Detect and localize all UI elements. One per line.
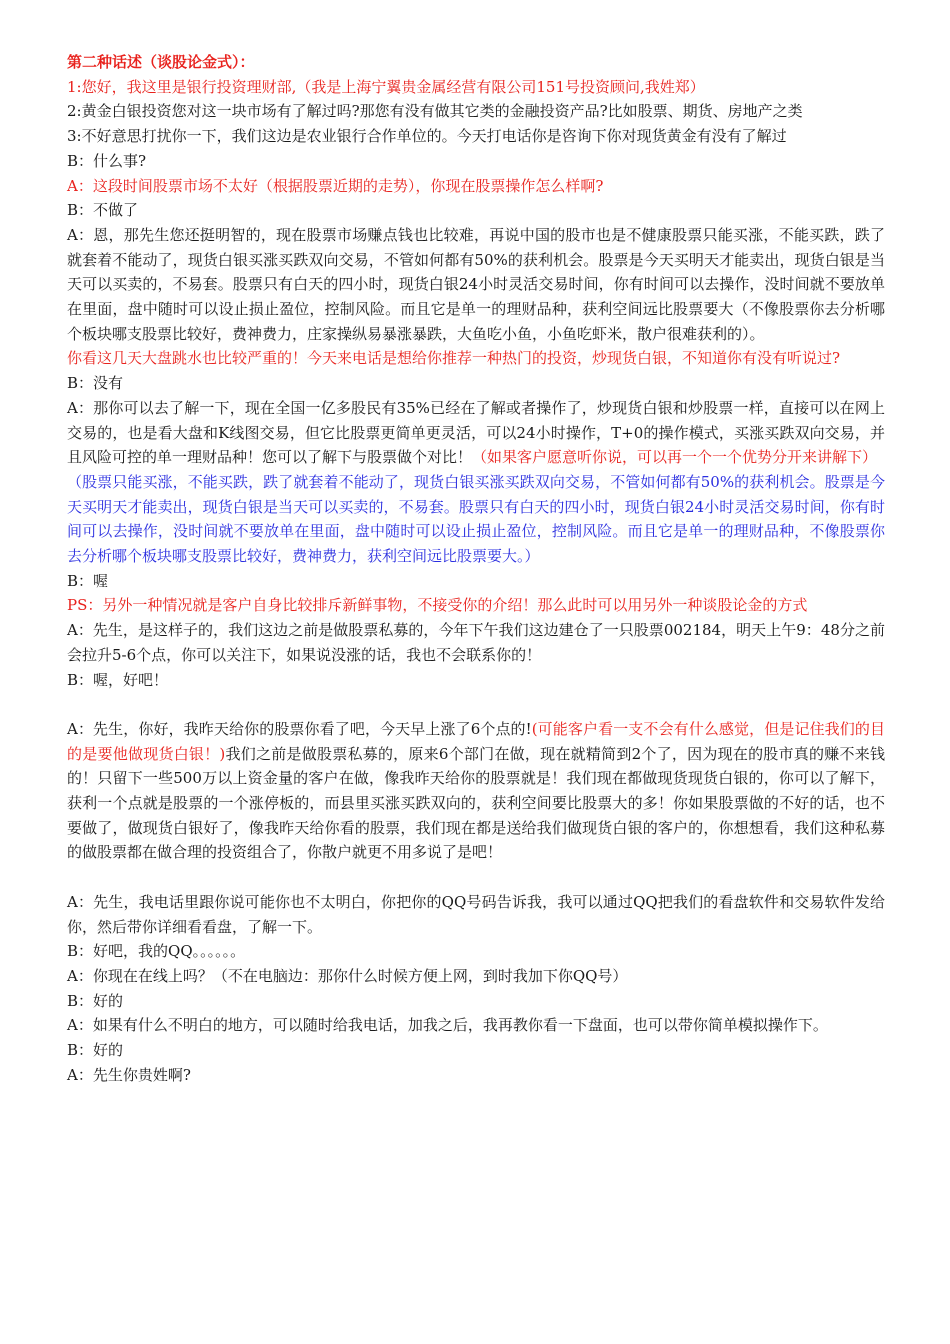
dialog-b-8: B：好的 [67, 1041, 124, 1060]
dialog-b-6: B：好吧，我的QQ。。。。。。 [67, 942, 246, 961]
dialog-a-8: A：如果有什么不明白的地方，可以随时给我电话，加我之后，我再教你看一下盘面，也可以带你简单模拟操作下。 [67, 1016, 828, 1035]
dialog-a-3-hint: （如果客户愿意听你说，可以再一个一个优势分开来讲解下） [472, 448, 878, 467]
ps-note: PS：另外一种情况就是客户自身比较排斥新鲜事物，不接受你的介绍！那么此时可以用另外一种谈股论金的方式 [67, 596, 808, 615]
dialog-a-3 [67, 396, 885, 470]
opening-line-2: 2:黄金白银投资您对这一块市场有了解过吗?那您有没有做其它类的金融投资产品?比如股票、期货、房地产之类 [67, 102, 803, 121]
spacer [67, 692, 885, 717]
dialog-a-7: A：你现在在线上吗？（不在电脑边：那你什么时候方便上网，到时我加下你QQ号） [67, 966, 628, 985]
dialog-b-5: B：喔，好吧！ [67, 670, 169, 689]
dialog-b-4: B：喔 [67, 571, 109, 590]
dialog-a-3-text: A：那你可以去了解一下，现在全国一亿多股民有35%已经在了解或者操作了，炒现货白银和炒股票一样，直接可以在网上交易的，也是看大盘和K线图交易，但它比股票更简单更灵活，可以24小时操作，T+0的操作模式，买涨买跌双向交易，并且风险可控的单一理财品种！您可以了解下与股票做个对比！ [67, 398, 885, 467]
dialog-a-2: A：恩，那先生您还挺明智的，现在股票市场赚点钱也比较难，再说中国的股市也是不健康股票只能买涨，不能买跌，跌了就套着不能动了，现货白银买涨买跌双向交易，不管如何都有50%的获利机会。股票是今天买明天才能卖出，现货白银是当天可以买卖的，不易套。股票只有白天的四小时，现货白银24小时灵活交易时间，你有时间可以去操作，没时间就不要放单在里面，盘中随时可以设止损止盈位，控制风险。而且它是单一的理财品种，获利空间远比股票要大（不像股票你去分析哪个板块哪支股票比较好，费神费力，庄家操纵易暴涨暴跌，大鱼吃小鱼，小鱼吃虾米，散户很难获利的）。 [67, 225, 885, 343]
dialog-b-3: B：没有 [67, 374, 124, 393]
document-page [67, 50, 885, 1088]
opening-line-3: 3:不好意思打扰你一下，我们这边是农业银行合作单位的。今天打电话你是咨询下你对现货黄金有没有了解过 [67, 127, 787, 146]
dialog-b-7: B：好的 [67, 991, 124, 1010]
spacer [67, 865, 885, 890]
advantages-explanation: （股票只能买涨，不能买跌，跌了就套着不能动了，现货白银买涨买跌双向交易，不管如何都有50%的获利机会。股票是今天买明天才能卖出，现货白银是当天可以买卖的，不易套。股票只有白天的四小时，现货白银24小时灵活交易时间，你有时间可以去操作，没时间就不要放单在里面，盘中随时可以设止损止盈位，控制风险。而且它是单一的理财品种，不像股票你去分析哪个板块哪支股票比较好，费神费力，获利空间远比股票要大。） [67, 472, 885, 566]
dialog-a-6: A：先生，我电话里跟你说可能你也不太明白，你把你的QQ号码告诉我，我可以通过QQ把我们的看盘软件和交易软件发给你，然后带你详细看看盘，了解一下。 [67, 892, 885, 936]
opening-line-1: 1:您好，我这里是银行投资理财部,（我是上海宁翼贵金属经营有限公司151号投资顾问,我姓郑） [67, 77, 705, 96]
dialog-a-4: A：先生，是这样子的，我们这边之前是做股票私募的，今年下午我们这边建仓了一只股票002184，明天上午9：48分之前会拉升5-6个点，你可以关注下，如果说没涨的话，我也不会联系你的！ [67, 621, 885, 664]
dialog-a-5-post: 我们之前是做股票私募的，原来6个部门在做，现在就精简到2个了，因为现在的股市真的赚不来钱的！只留下一些500万以上资金量的客户在做，像我昨天给你的股票就是！我们现在都做现货现货白银的，你可以了解下，获利一个点就是股票的一个涨停板的，而县里买涨买跌双向的，获利空间要比股票大的多！你如果股票做的不好的话，也不要做了，做现货白银好了，像我昨天给你看的股票，我们现在都是送给我们做现货白银的客户的，你想想看，我们这种私募的做股票都在做合理的投资组合了，你散户就更不用多说了是吧！ [67, 744, 886, 862]
section-title: 第二种话述（谈股论金式）： [67, 53, 255, 71]
dialog-a-5-pre: A：先生，你好，我昨天给你的股票你看了吧，今天早上涨了6个点的! [67, 719, 532, 738]
dialog-b-2: B：不做了 [67, 201, 139, 220]
dialog-b-1: B：什么事? [67, 151, 147, 170]
dialog-a-5 [67, 717, 885, 865]
dialog-a-1: A：这段时间股票市场不太好（根据股票近期的走势），你现在股票操作怎么样啊? [67, 176, 604, 195]
dialog-a-9: A：先生你贵姓啊? [67, 1065, 191, 1084]
dialog-a-2-note: 你看这几天大盘跳水也比较严重的！今天来电话是想给你推荐一种热门的投资，炒现货白银，不知道你有没有听说过? [67, 349, 841, 368]
dialog-a-5-hint: (可能客户看一支不会有什么感觉，但是记住我们的目的是要他做现货白银！) [67, 719, 885, 763]
